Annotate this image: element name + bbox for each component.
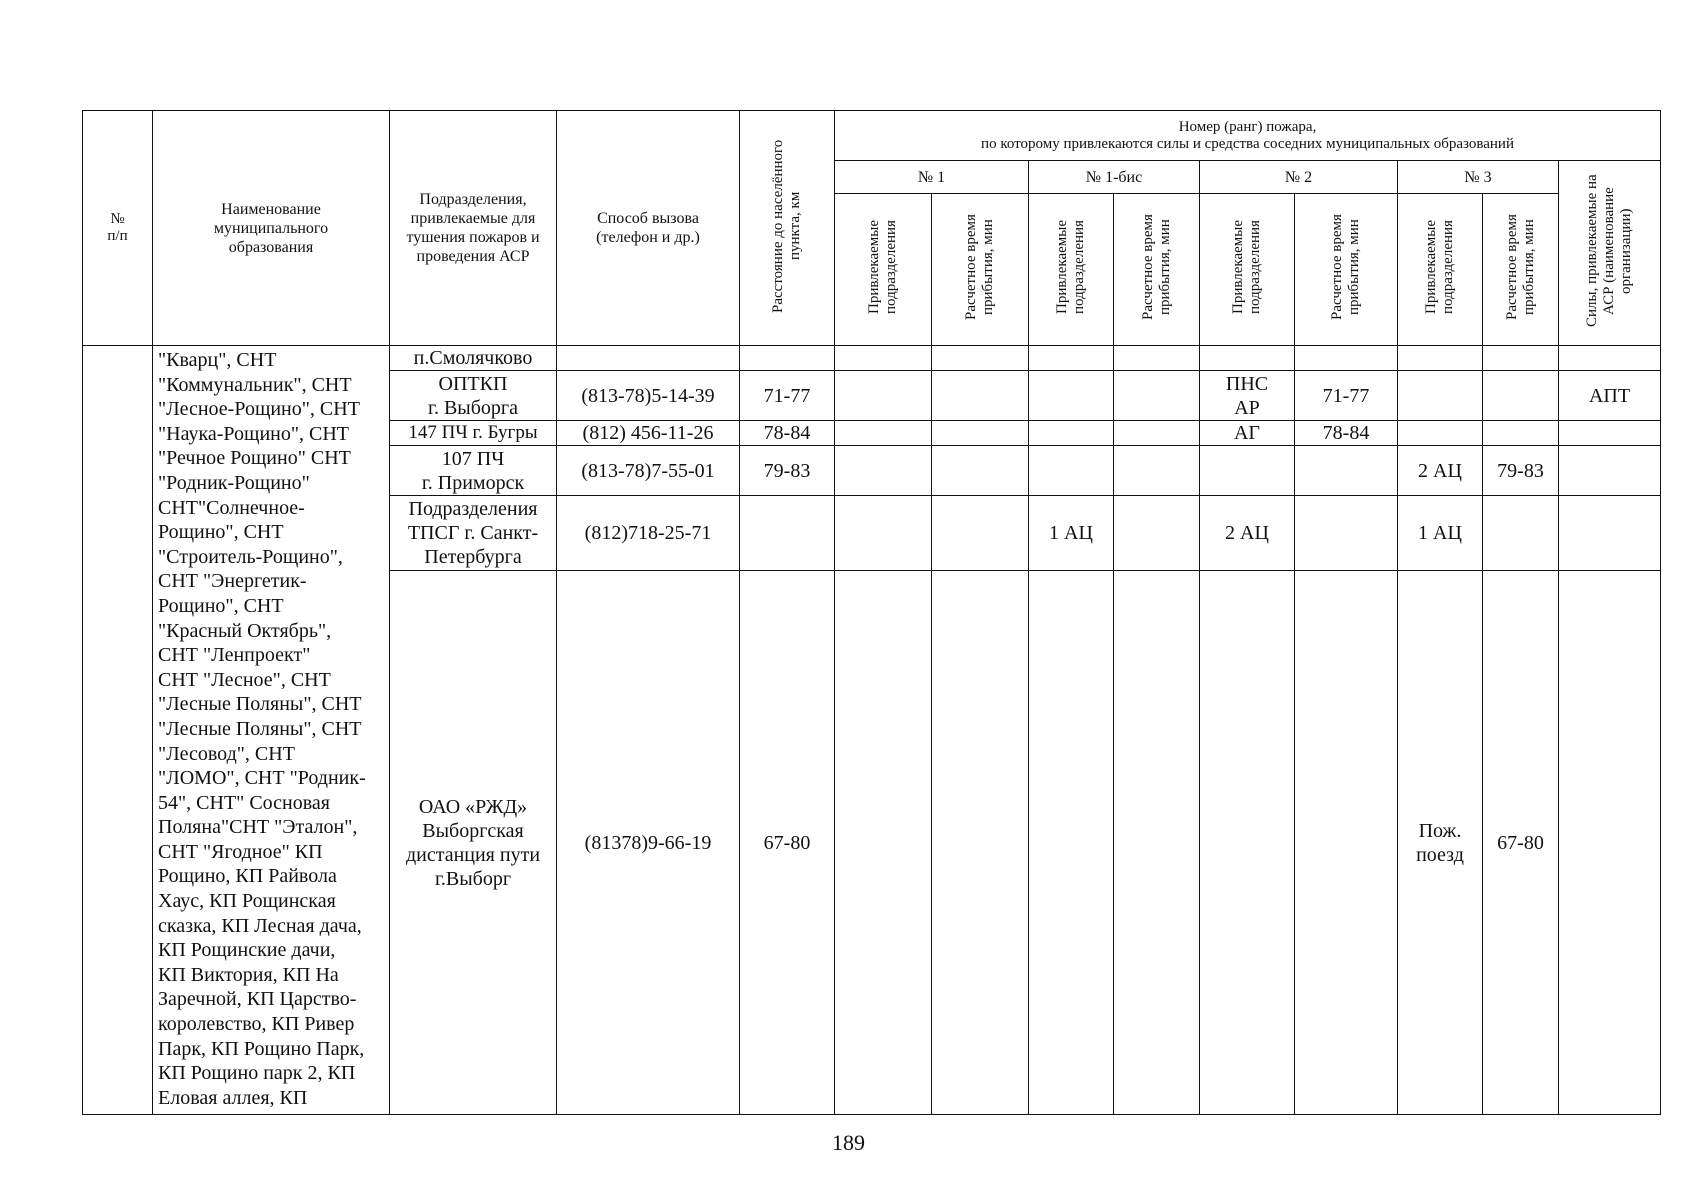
call-cell — [557, 346, 740, 371]
distance-cell: 79-83 — [740, 446, 835, 496]
r2-time-cell — [1295, 571, 1398, 1115]
r2-units-cell: АГ — [1200, 421, 1295, 446]
r3-time-cell: 67-80 — [1483, 571, 1559, 1115]
unit-cell: Подразделения ТПСГ г. Санкт- Петербурга — [390, 496, 557, 571]
r1-time-cell — [932, 421, 1029, 446]
header-rank-title — [835, 111, 1661, 161]
asr-cell — [1559, 571, 1661, 1115]
rank-title-line-2: по которому привлекаются силы и средства соседних муниципальных образований — [981, 135, 1514, 152]
r1-time-cell — [932, 496, 1029, 571]
unit-cell: п.Смолячково — [390, 346, 557, 371]
r1-time-cell — [932, 446, 1029, 496]
r1bis-units-cell — [1029, 421, 1114, 446]
r2-units-cell — [1200, 446, 1295, 496]
r1-time-cell — [932, 346, 1029, 371]
r1bis-units-cell — [1029, 346, 1114, 371]
r1bis-time-cell — [1114, 371, 1200, 421]
call-cell: (81378)9-66-19 — [557, 571, 740, 1115]
asr-cell — [1559, 421, 1661, 446]
header-r2-units: Привлекаемые подразделения — [1200, 194, 1295, 346]
r3-units-cell — [1398, 421, 1483, 446]
header-r2-time: Расчетное время прибытия, мин — [1295, 194, 1398, 346]
r1bis-time-cell — [1114, 571, 1200, 1115]
header-r1bis-units: Привлекаемые подразделения — [1029, 194, 1114, 346]
r1bis-units-cell — [1029, 371, 1114, 421]
header-rank-2: № 2 — [1200, 161, 1398, 194]
row-number-cell — [83, 346, 153, 1115]
r3-time-cell — [1483, 371, 1559, 421]
r1-units-cell — [835, 346, 932, 371]
header-units: Подразделения, привлекаемые для тушения пожаров и проведения АСР — [390, 111, 557, 346]
r2-time-cell: 78-84 — [1295, 421, 1398, 446]
header-r1-units: Привлекаемые подразделения — [835, 194, 932, 346]
header-r1bis-time: Расчетное время прибытия, мин — [1114, 194, 1200, 346]
r2-units-cell: 2 АЦ — [1200, 496, 1295, 571]
distance-cell: 67-80 — [740, 571, 835, 1115]
r1-units-cell — [835, 496, 932, 571]
r2-units-cell — [1200, 571, 1295, 1115]
asr-cell: АПТ — [1559, 371, 1661, 421]
distance-cell — [740, 496, 835, 571]
header-rank-3: № 3 — [1398, 161, 1559, 194]
header-municipality: Наименование муниципального образования — [153, 111, 390, 346]
r2-units-cell: ПНС АР — [1200, 371, 1295, 421]
header-r3-units: Привлекаемые подразделения — [1398, 194, 1483, 346]
r3-time-cell: 79-83 — [1483, 446, 1559, 496]
header-number: № п/п — [83, 111, 153, 346]
fire-resources-table — [82, 110, 1661, 1115]
call-cell: (813-78)7-55-01 — [557, 446, 740, 496]
call-cell: (813-78)5-14-39 — [557, 371, 740, 421]
r3-time-cell — [1483, 496, 1559, 571]
page-number: 189 — [832, 1130, 865, 1155]
r1bis-time-cell — [1114, 446, 1200, 496]
r1-time-cell — [932, 371, 1029, 421]
r1-units-cell — [835, 446, 932, 496]
unit-cell: ОАО «РЖД» Выборгская дистанция пути г.Выборг — [390, 571, 557, 1115]
r1-units-cell — [835, 421, 932, 446]
r2-time-cell: 71-77 — [1295, 371, 1398, 421]
distance-cell: 78-84 — [740, 421, 835, 446]
r2-time-cell — [1295, 446, 1398, 496]
r1bis-units-cell — [1029, 571, 1114, 1115]
r3-units-cell: 1 АЦ — [1398, 496, 1483, 571]
table-row — [83, 346, 1661, 371]
call-cell: (812) 456-11-26 — [557, 421, 740, 446]
municipality-cell: "Кварц", СНТ "Коммунальник", СНТ "Лесное-Рощино", СНТ "Наука-Рощино", СНТ "Речное Рощино" СНТ "Родник-Рощино" СНТ"Солнечное- Рощино", СНТ "Строитель-Рощино", СНТ "Энергетик- Рощино", СНТ "Красный Октябрь", СНТ "Ленпроект" СНТ "Лесное", СНТ "Лесные Поляны", СНТ "Лесные Поляны", СНТ "Лесовод", СНТ "ЛОМО", СНТ "Родник- 54", СНТ" Сосновая Поляна"СНТ "Эталон", СНТ "Ягодное" КП Рощино, КП Райвола Хаус, КП Рощинская сказка, КП Лесная дача, КП Рощинские дачи, КП Виктория, КП На Заречной, КП Царство- королевство, КП Ривер Парк, КП Рощино Парк, КП Рощино парк 2, КП Еловая аллея, КП — [153, 346, 390, 1115]
r1bis-time-cell — [1114, 496, 1200, 571]
asr-cell — [1559, 346, 1661, 371]
r2-units-cell — [1200, 346, 1295, 371]
asr-cell — [1559, 446, 1661, 496]
r1-units-cell — [835, 571, 932, 1115]
rank-title-line-1: Номер (ранг) пожара, — [1178, 118, 1317, 135]
unit-cell: ОПТКП г. Выборга — [390, 371, 557, 421]
r3-units-cell — [1398, 346, 1483, 371]
header-call-method: Способ вызова (телефон и др.) — [557, 111, 740, 346]
r1bis-units-cell: 1 АЦ — [1029, 496, 1114, 571]
distance-cell: 71-77 — [740, 371, 835, 421]
asr-cell — [1559, 496, 1661, 571]
r3-time-cell — [1483, 421, 1559, 446]
distance-cell — [740, 346, 835, 371]
r3-time-cell — [1483, 346, 1559, 371]
r1bis-time-cell — [1114, 346, 1200, 371]
r3-units-cell: Пож. поезд — [1398, 571, 1483, 1115]
r2-time-cell — [1295, 346, 1398, 371]
r1bis-time-cell — [1114, 421, 1200, 446]
header-r3-time: Расчетное время прибытия, мин — [1483, 194, 1559, 346]
r2-time-cell — [1295, 496, 1398, 571]
unit-cell: 107 ПЧ г. Приморск — [390, 446, 557, 496]
header-r1-time: Расчетное время прибытия, мин — [932, 194, 1029, 346]
r1bis-units-cell — [1029, 446, 1114, 496]
r1-units-cell — [835, 371, 932, 421]
header-rank-1: № 1 — [835, 161, 1029, 194]
header-distance: Расстояние до населённого пункта, км — [740, 111, 835, 346]
header-rank-1bis: № 1-бис — [1029, 161, 1200, 194]
unit-cell: 147 ПЧ г. Бугры — [390, 421, 557, 446]
header-asr-forces: Силы, привлекаемые на АСР (наименование организации) — [1559, 161, 1661, 346]
call-cell: (812)718-25-71 — [557, 496, 740, 571]
r3-units-cell: 2 АЦ — [1398, 446, 1483, 496]
r3-units-cell — [1398, 371, 1483, 421]
r1-time-cell — [932, 571, 1029, 1115]
